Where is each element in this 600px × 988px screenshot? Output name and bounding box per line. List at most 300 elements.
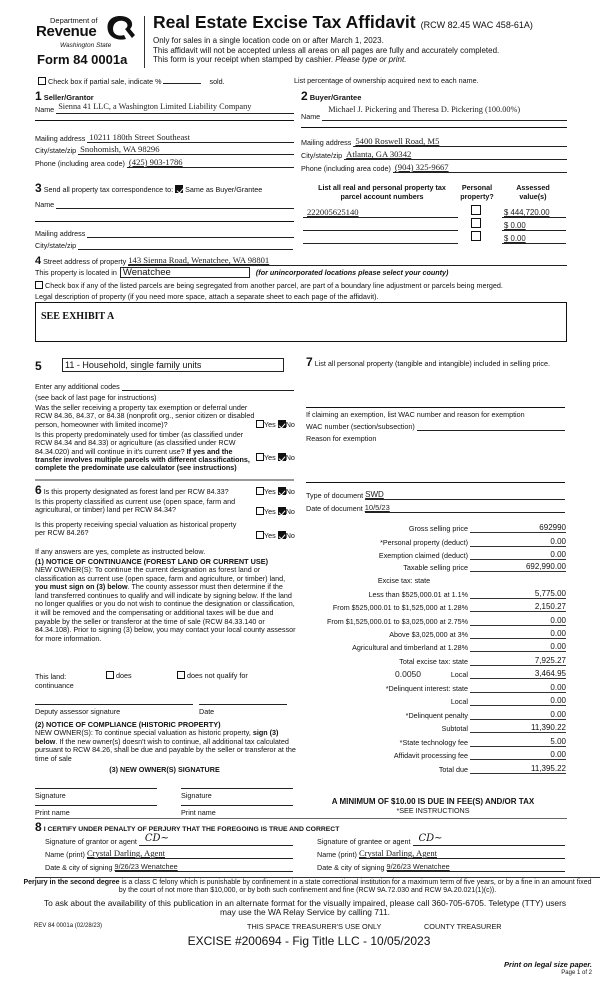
assessed-value: $ 0.00 bbox=[504, 234, 526, 243]
yes-label: Yes bbox=[264, 453, 276, 462]
grantor-name-row bbox=[45, 849, 293, 859]
street-address-row bbox=[35, 256, 567, 266]
section-6-number: 6 bbox=[35, 483, 42, 497]
corr-mailing-field[interactable] bbox=[87, 228, 294, 238]
title-block bbox=[153, 12, 533, 33]
partial-sale-percent-input[interactable] bbox=[163, 76, 201, 84]
seller-mailing-row bbox=[35, 133, 294, 143]
section-5-number: 5 bbox=[35, 359, 42, 373]
calc-row bbox=[300, 763, 566, 774]
q-exemption-no-checkbox[interactable] bbox=[278, 420, 286, 428]
notice-continuance-part2: . The county assessor must then determine if the land transferred continues to qualify and will indicate by signing below. If the land no longer qualifies or you do not wish to continue the designation or classification, it will be removed and the compensating or additional taxes will be due and payable by the seller or transferor at the time of sale (RCW 84.33.140 or 84.34.108). Prior to signing (3) below, you may contact your local county assessor for more information. bbox=[35, 582, 296, 643]
calc-value: 0.00 bbox=[550, 537, 566, 546]
section-8-number: 8 bbox=[35, 820, 42, 834]
seller-phone-field[interactable] bbox=[127, 158, 294, 168]
grantee-date-field[interactable] bbox=[387, 862, 565, 872]
deputy-date-label: Date bbox=[199, 707, 215, 716]
seller-city-label: City/state/zip bbox=[35, 146, 77, 155]
buyer-phone-label: Phone (including area code) bbox=[301, 164, 391, 173]
buyer-heading-label: Buyer/Grantee bbox=[309, 93, 362, 102]
dept-line1: Department of bbox=[50, 16, 98, 25]
assessed-value-field[interactable] bbox=[502, 220, 566, 231]
calc-value: 11,390.22 bbox=[531, 723, 566, 732]
grantee-signature-label: Signature of grantee or agent bbox=[317, 837, 411, 846]
grantee-signature-image: CD~ bbox=[418, 833, 443, 844]
personal-property-row bbox=[306, 355, 568, 369]
corr-city-field[interactable] bbox=[78, 240, 293, 250]
buyer-mailing-field[interactable] bbox=[353, 137, 567, 147]
perjury-notice bbox=[20, 879, 595, 896]
owner1-signature-label: Signature bbox=[35, 791, 66, 800]
calc-value-field[interactable] bbox=[470, 750, 566, 760]
q-exemption-answer bbox=[256, 420, 295, 429]
form-title: Real Estate Excise Tax Affidavit bbox=[153, 12, 416, 32]
segregated-label: Check box if any of the listed parcels are being segregated from another parcel, are part of a boundary line adjustment or parcels being merged. bbox=[45, 281, 503, 290]
corr-name-line2[interactable] bbox=[35, 221, 294, 222]
use-code-select[interactable]: 11 - Household, single family units bbox=[62, 358, 284, 372]
buyer-name-value: Michael J. Pickering and Theresa D. Pickering (100.00%) bbox=[328, 105, 521, 114]
calc-value: 0.00 bbox=[550, 683, 566, 692]
grantee-name-field[interactable] bbox=[359, 849, 565, 859]
calc-value-field[interactable] bbox=[470, 683, 566, 693]
grantee-name-row bbox=[317, 849, 565, 859]
partial-sale-row bbox=[38, 76, 225, 86]
calc-value-field[interactable] bbox=[470, 562, 566, 572]
calc-value: 0.00 bbox=[550, 629, 566, 638]
seller-city-field[interactable] bbox=[78, 145, 294, 155]
calc-section-label-row bbox=[300, 574, 566, 585]
reason-line[interactable] bbox=[306, 482, 565, 483]
seller-mailing-label: Mailing address bbox=[35, 134, 86, 143]
calc-row bbox=[300, 522, 566, 533]
q-forest-row bbox=[35, 483, 229, 497]
grantee-signature-row bbox=[317, 833, 565, 846]
page-number: Page 1 of 2 bbox=[561, 970, 592, 976]
calc-value-field[interactable] bbox=[470, 629, 566, 639]
buyer-name-row bbox=[301, 105, 567, 121]
q-current-use-text: Is this property classified as current use (open space, farm and agricultural, or timber) land per RCW 84.34? bbox=[35, 497, 236, 515]
owner2-printname-label: Print name bbox=[181, 808, 216, 817]
calc-label: Excise tax: state bbox=[377, 576, 431, 585]
calc-row bbox=[300, 682, 566, 693]
seller-name-line2[interactable] bbox=[35, 120, 294, 121]
same-as-buyer-checkbox[interactable] bbox=[175, 185, 183, 193]
buyer-city-label: City/state/zip bbox=[301, 151, 343, 160]
calc-label: From $525,000.01 to $1,525,000 at 1.28% bbox=[332, 603, 468, 612]
corr-name-label: Name bbox=[35, 200, 55, 209]
calc-label: Above $3,025,000 at 3% bbox=[389, 630, 468, 639]
buyer-heading bbox=[301, 89, 361, 103]
doc-date-row bbox=[306, 503, 565, 513]
if-yes-note: If any answers are yes, complete as instructed below. bbox=[35, 547, 206, 556]
reason-label: Reason for exemption bbox=[306, 434, 377, 443]
doc-date-value: 10/5/23 bbox=[364, 503, 390, 512]
calc-value: 692,990.00 bbox=[525, 562, 566, 571]
additional-codes-row bbox=[35, 381, 294, 391]
q-forest-answer bbox=[256, 487, 295, 496]
partial-sale-sold-label: sold. bbox=[209, 77, 225, 86]
located-in-note: (for unincorporated locations please select your county) bbox=[255, 268, 449, 277]
corr-name-field[interactable] bbox=[56, 199, 294, 209]
calc-row bbox=[300, 561, 566, 572]
notice-compliance-text bbox=[35, 729, 297, 763]
notice-line3-text: This form is your receipt when stamped by cashier. bbox=[153, 55, 336, 64]
certify-row bbox=[35, 820, 339, 834]
form-number: Form 84 0001a bbox=[37, 52, 128, 67]
continuance-label: continuance bbox=[35, 681, 74, 690]
see-instructions-note: *SEE INSTRUCTIONS bbox=[396, 806, 470, 815]
calc-row bbox=[300, 722, 566, 733]
alt-format-notice: To ask about the availability of this publication in an alternate format for the visually impaired, please call 360-705-6705. Teletype (TTY) users may use the WA Relay Service by calling 711. bbox=[43, 898, 567, 917]
buyer-name-field[interactable] bbox=[322, 105, 567, 121]
seller-mailing-field[interactable] bbox=[87, 133, 294, 143]
q-exemption-text: Was the seller receiving a property tax exemption or deferral under RCW 84.36, 84.37, or 84.38 (nonprofit org., senior citizen or disabled person, homeowner with limited income)? bbox=[35, 403, 255, 429]
perjury-bold: Perjury in the second degree bbox=[23, 879, 120, 886]
notice-continuance-text bbox=[35, 566, 297, 643]
section-8-divider bbox=[35, 818, 567, 819]
calc-value-field[interactable] bbox=[470, 642, 566, 652]
seller-name-row bbox=[35, 104, 294, 114]
q-timber-no-checkbox[interactable] bbox=[278, 453, 286, 461]
calc-value: 0.00 bbox=[550, 696, 566, 705]
calc-value-field[interactable] bbox=[470, 589, 566, 599]
grantor-date-field[interactable] bbox=[115, 862, 293, 872]
calc-label: Local bbox=[450, 697, 468, 706]
parcel-number-field[interactable] bbox=[303, 220, 458, 231]
q-historical-no-checkbox[interactable] bbox=[278, 531, 286, 539]
doc-type-row bbox=[306, 490, 565, 500]
q-timber-answer bbox=[256, 453, 295, 462]
notice-line2: This affidavit will not be accepted unless all areas on all pages are fully and accurately completed. bbox=[153, 45, 500, 55]
no-label: No bbox=[285, 420, 295, 429]
doc-date-field[interactable] bbox=[365, 503, 565, 513]
print-legal-note: Print on legal size paper. bbox=[504, 960, 592, 969]
grantor-name-label: Name (print) bbox=[45, 850, 85, 859]
buyer-phone-row bbox=[301, 163, 567, 173]
calc-label: Total due bbox=[438, 765, 468, 774]
calc-label: Exemption claimed (deduct) bbox=[378, 551, 468, 560]
no-label: No bbox=[285, 453, 295, 462]
seller-name-field[interactable] bbox=[56, 104, 294, 114]
buyer-phone-value: (904) 325-9667 bbox=[394, 162, 449, 172]
new-owner-signature-heading: (3) NEW OWNER(S) SIGNATURE bbox=[109, 765, 220, 774]
calc-value-field[interactable] bbox=[470, 696, 566, 706]
perjury-text: is a class C felony which is punishable by confinement in a state correctional institution for a maximum term of five years, or by a fine in an amount fixed by the court of not more than $10,000, or by both such confinement and fine (RCW 9A.72.030 and RCW 9A.20.021(1)(c)). bbox=[118, 879, 592, 895]
calc-value: 692990 bbox=[539, 523, 566, 532]
corr-name-row bbox=[35, 199, 294, 209]
header-divider bbox=[144, 16, 145, 68]
buyer-city-row bbox=[301, 150, 567, 160]
yes-label: Yes bbox=[264, 531, 276, 540]
calc-value: 3,464.95 bbox=[534, 669, 566, 678]
notice-compliance-part2: . If the new owner(s) doesn't wish to continue, all additional tax calculated pursuant to RCW 84.26, shall be due and payable by the seller or transferor at the time of sale bbox=[35, 736, 296, 763]
land-does-checkbox[interactable] bbox=[106, 671, 114, 679]
q-current-use-answer bbox=[256, 507, 295, 516]
personal-col-header: Personal property? bbox=[460, 183, 494, 201]
deputy-signature-line[interactable] bbox=[35, 704, 193, 705]
assessed-value: $ 444,720.00 bbox=[504, 208, 550, 217]
calc-value: 0.00 bbox=[550, 550, 566, 559]
land-does-not-checkbox[interactable] bbox=[177, 671, 185, 679]
personal-property-checkbox[interactable] bbox=[471, 231, 481, 241]
seller-phone-label: Phone (including area code) bbox=[35, 159, 125, 168]
grantee-date-value: 9/26/23 Wenatchee bbox=[386, 862, 450, 871]
calc-label: Local bbox=[450, 670, 468, 679]
buyer-mailing-value: 5400 Roswell Road, M5 bbox=[355, 136, 440, 146]
footer-divider bbox=[35, 877, 600, 878]
land-does-not-option bbox=[177, 671, 248, 680]
notice-compliance-heading: (2) NOTICE OF COMPLIANCE (HISTORIC PROPERTY) bbox=[35, 720, 221, 729]
rev-number: REV 84 0001a (02/28/23) bbox=[34, 923, 103, 929]
calc-label: *State technology fee bbox=[399, 738, 468, 747]
buyer-city-field[interactable] bbox=[344, 150, 567, 160]
calc-value-field[interactable] bbox=[470, 602, 566, 612]
calc-row bbox=[300, 536, 566, 547]
corr-city-row bbox=[35, 240, 293, 250]
minimum-due-notice: A MINIMUM OF $10.00 IS DUE IN FEE(S) AND/OR TAX bbox=[331, 797, 535, 806]
seller-name-value: Sienna 41 LLC, a Washington Limited Liability Company bbox=[58, 102, 252, 111]
grantee-date-row bbox=[317, 862, 565, 872]
land-does-label: does bbox=[116, 671, 132, 680]
no-label: No bbox=[285, 487, 295, 496]
calc-value-field[interactable] bbox=[470, 669, 566, 679]
calc-row bbox=[300, 628, 566, 639]
calc-value-field[interactable] bbox=[470, 656, 566, 666]
grantor-date-value: 9/26/23 Wenatchee bbox=[114, 862, 178, 871]
calc-value: 0.00 bbox=[550, 616, 566, 625]
local-rate-value: 0.0050 bbox=[395, 669, 421, 679]
owner2-signature-line[interactable] bbox=[181, 788, 293, 789]
calc-row bbox=[300, 668, 566, 679]
calc-value-field[interactable] bbox=[470, 523, 566, 533]
wac-row bbox=[306, 421, 565, 431]
calc-row bbox=[300, 749, 566, 760]
notice-continuance-part1: NEW OWNER(S): To continue the current designation as forest land or classification as current use (open space, farm and agriculture, or timber) land, bbox=[35, 565, 286, 583]
q-forest-yes-checkbox[interactable] bbox=[256, 487, 264, 495]
section-7-number: 7 bbox=[306, 355, 313, 369]
calc-value: 5,775.00 bbox=[534, 589, 566, 598]
grantor-name-value: Crystal Darling, Agent bbox=[86, 848, 166, 858]
personal-property-checkbox[interactable] bbox=[471, 218, 481, 228]
notice-continuance-heading: (1) NOTICE OF CONTINUANCE (FOREST LAND OR CURRENT USE) bbox=[35, 557, 269, 566]
calc-row bbox=[300, 695, 566, 706]
calc-label: Agricultural and timberland at 1.28% bbox=[352, 643, 468, 652]
section-divider bbox=[35, 479, 294, 481]
street-address-field[interactable] bbox=[128, 256, 567, 266]
personal-property-checkbox[interactable] bbox=[471, 205, 481, 215]
q-timber-text-main: Is this property predominately used for timber (as classified under RCW 84.34 and 84.33) or agriculture (as classified under RCW 84.34.020) and will continue in it's current use? bbox=[35, 430, 244, 456]
calc-value: 0.00 bbox=[550, 642, 566, 651]
certify-statement: I CERTIFY UNDER PENALTY OF PERJURY THAT THE FOREGOING IS TRUE AND CORRECT bbox=[43, 826, 340, 833]
calc-row bbox=[300, 588, 566, 599]
assessed-value-field[interactable] bbox=[502, 233, 566, 244]
doc-date-label: Date of document bbox=[306, 504, 363, 513]
legal-description-value: SEE EXHIBIT A bbox=[41, 311, 115, 322]
owner2-signature-label: Signature bbox=[181, 791, 212, 800]
q-exemption-yes-checkbox[interactable] bbox=[256, 420, 264, 428]
legal-description-box[interactable] bbox=[35, 302, 567, 342]
owner2-printname-line[interactable] bbox=[181, 805, 293, 806]
q-historical-yes-checkbox[interactable] bbox=[256, 531, 264, 539]
calc-value: 5.00 bbox=[550, 737, 566, 746]
assessed-col-header: Assessed value(s) bbox=[516, 183, 550, 201]
calc-label: Subtotal bbox=[441, 724, 468, 733]
calc-value-field[interactable] bbox=[470, 764, 566, 774]
seller-phone-value: (425) 903-1786 bbox=[128, 157, 183, 167]
excise-stamp: EXCISE #200694 - Fig Title LLC - 10/05/2023 bbox=[187, 934, 431, 948]
q-timber-text bbox=[35, 431, 257, 472]
q-historical-text: Is this property receiving special valuation as historical property per RCW 84.26? bbox=[35, 520, 237, 538]
notice-line3 bbox=[153, 55, 406, 64]
yes-label: Yes bbox=[264, 420, 276, 429]
grantee-date-label: Date & city of signing bbox=[317, 863, 385, 872]
owner1-printname-line[interactable] bbox=[35, 805, 157, 806]
seller-phone-row bbox=[35, 158, 294, 168]
grantor-name-field[interactable] bbox=[87, 849, 293, 859]
q-current-use-no-checkbox[interactable] bbox=[278, 507, 286, 515]
additional-codes-label: Enter any additional codes bbox=[35, 382, 120, 391]
grantor-signature-field[interactable] bbox=[139, 833, 293, 846]
calc-value-field[interactable] bbox=[470, 723, 566, 733]
assessed-value: $ 0.00 bbox=[504, 221, 526, 230]
calc-label: Less than $525,000.01 at 1.1% bbox=[368, 590, 468, 599]
doc-type-value: SWD bbox=[365, 490, 384, 499]
calc-value-field[interactable] bbox=[470, 537, 566, 547]
seller-name-label: Name bbox=[35, 105, 55, 114]
grantee-name-value: Crystal Darling, Agent bbox=[358, 848, 438, 858]
parcel-number-field[interactable] bbox=[303, 233, 458, 244]
dept-line3: Washington State bbox=[60, 42, 112, 49]
correspondence-heading bbox=[35, 181, 262, 195]
notice-line1: Only for sales in a single location code on or after March 1, 2023. bbox=[153, 36, 384, 45]
parcel-number-value: 222005625140 bbox=[307, 207, 359, 217]
seller-heading bbox=[35, 89, 94, 103]
this-land-label: This land: bbox=[35, 672, 67, 681]
notice-line3-italic: Please type or print. bbox=[335, 55, 407, 64]
calc-value: 0.00 bbox=[550, 750, 566, 759]
seller-city-row bbox=[35, 145, 294, 155]
buyer-phone-field[interactable] bbox=[393, 163, 567, 173]
additional-codes-field[interactable] bbox=[122, 381, 294, 391]
form-title-ref: (RCW 82.45 WAC 458-61A) bbox=[420, 20, 533, 30]
q-timber-yes-checkbox[interactable] bbox=[256, 453, 264, 461]
corr-mailing-row bbox=[35, 228, 294, 238]
seller-mailing-value: 10211 180th Street Southeast bbox=[89, 132, 190, 142]
street-address-value: 143 Sienna Road, Wenatchee, WA 98801 bbox=[128, 255, 270, 265]
q-timber-text-bold: If yes and the transfer involves multiple parcels with different classifications, complete the predominate use calculator (see instructions) bbox=[35, 446, 250, 473]
partial-sale-label: Check box if partial sale, indicate % bbox=[48, 77, 162, 86]
assessed-value-field[interactable] bbox=[502, 207, 566, 218]
calc-label: Gross selling price bbox=[408, 524, 468, 533]
section-2-number: 2 bbox=[301, 89, 308, 103]
calc-value: 0.00 bbox=[550, 710, 566, 719]
ownership-note: List percentage of ownership acquired next to each name. bbox=[294, 76, 479, 85]
buyer-mailing-label: Mailing address bbox=[301, 138, 352, 147]
calc-label: *Delinquent penalty bbox=[405, 711, 468, 720]
grantor-signature-label: Signature of grantor or agent bbox=[45, 837, 137, 846]
deputy-date-line[interactable] bbox=[199, 704, 287, 705]
yes-label: Yes bbox=[264, 487, 276, 496]
segregated-row bbox=[35, 281, 503, 290]
calc-row bbox=[300, 655, 566, 666]
personal-property-label: List all personal property (tangible and intangible) included in selling price. bbox=[314, 359, 551, 368]
calc-row bbox=[300, 615, 566, 626]
q-historical-answer bbox=[256, 531, 295, 540]
located-in-label: This property is located in bbox=[35, 268, 117, 277]
calc-label: *Delinquent interest: state bbox=[385, 684, 468, 693]
located-in-row bbox=[35, 267, 448, 278]
wac-field[interactable] bbox=[417, 421, 565, 431]
land-does-not-label: does not qualify for bbox=[187, 671, 248, 680]
correspondence-label: Send all property tax correspondence to: bbox=[43, 185, 174, 194]
street-address-label: Street address of property bbox=[43, 257, 127, 266]
calc-value: 2,150.27 bbox=[534, 602, 566, 611]
buyer-name-label: Name bbox=[301, 112, 321, 121]
wac-label: WAC number (section/subsection) bbox=[306, 422, 415, 431]
section-1-number: 1 bbox=[35, 89, 42, 103]
land-does-option bbox=[106, 671, 132, 680]
county-treasurer-label: COUNTY TREASURER bbox=[424, 922, 502, 931]
revenue-swirl-logo-icon bbox=[104, 14, 136, 42]
legal-description-label: Legal description of property (if you need more space, attach a separate sheet to each page of the affidavit). bbox=[35, 292, 379, 301]
calc-value-field[interactable] bbox=[470, 737, 566, 747]
owner1-signature-line[interactable] bbox=[35, 788, 157, 789]
grantor-signature-row bbox=[45, 833, 293, 846]
q-forest-text: Is this property designated as forest land per RCW 84.33? bbox=[43, 487, 229, 496]
calc-row bbox=[300, 641, 566, 652]
calc-value-field[interactable] bbox=[470, 710, 566, 720]
personal-property-line[interactable] bbox=[306, 407, 565, 408]
no-label: No bbox=[285, 531, 295, 540]
exemption-label: If claiming an exemption, list WAC number and reason for exemption bbox=[306, 410, 525, 419]
calc-row bbox=[300, 601, 566, 612]
doc-type-field[interactable] bbox=[365, 490, 565, 500]
calc-row bbox=[300, 709, 566, 720]
calc-value-field[interactable] bbox=[470, 616, 566, 626]
calc-label: From $1,525,000.01 to $3,025,000 at 2.75% bbox=[326, 617, 468, 626]
yes-label: Yes bbox=[264, 507, 276, 516]
grantor-signature-image: CD~ bbox=[144, 833, 169, 844]
calc-label: Affidavit processing fee bbox=[393, 751, 468, 760]
q-current-use-yes-checkbox[interactable] bbox=[256, 507, 264, 515]
calc-label: *Personal property (deduct) bbox=[380, 538, 468, 547]
buyer-city-value: Atlanta, GA 30342 bbox=[346, 149, 412, 159]
treasurer-use-label: THIS SPACE TREASURER'S USE ONLY bbox=[247, 922, 382, 931]
parcel-number-field[interactable] bbox=[303, 207, 458, 218]
grantee-signature-field[interactable] bbox=[413, 833, 565, 846]
q-forest-no-checkbox[interactable] bbox=[278, 487, 286, 495]
section-3-number: 3 bbox=[35, 181, 42, 195]
calc-label: Taxable selling price bbox=[403, 563, 468, 572]
grantor-date-row bbox=[45, 862, 293, 872]
same-as-buyer-label: Same as Buyer/Grantee bbox=[185, 185, 263, 194]
seller-city-value: Snohomish, WA 98296 bbox=[80, 144, 160, 154]
located-in-select[interactable]: Wenatchee bbox=[120, 267, 250, 278]
grantor-date-label: Date & city of signing bbox=[45, 863, 113, 872]
buyer-name-line2[interactable] bbox=[301, 127, 567, 128]
notice-continuance-bold: you must sign on (3) below bbox=[35, 582, 128, 592]
calc-row bbox=[300, 549, 566, 560]
partial-sale-checkbox[interactable] bbox=[38, 77, 46, 85]
grantee-name-label: Name (print) bbox=[317, 850, 357, 859]
calc-value-field[interactable] bbox=[470, 550, 566, 560]
owner1-printname-label: Print name bbox=[35, 808, 70, 817]
segregated-checkbox[interactable] bbox=[35, 281, 43, 289]
calc-value: 11,395.22 bbox=[531, 764, 566, 773]
no-label: No bbox=[285, 507, 295, 516]
deputy-signature-label: Deputy assessor signature bbox=[35, 707, 121, 716]
parcel-col-header: List all real and personal property tax parcel account numbers bbox=[318, 183, 446, 201]
